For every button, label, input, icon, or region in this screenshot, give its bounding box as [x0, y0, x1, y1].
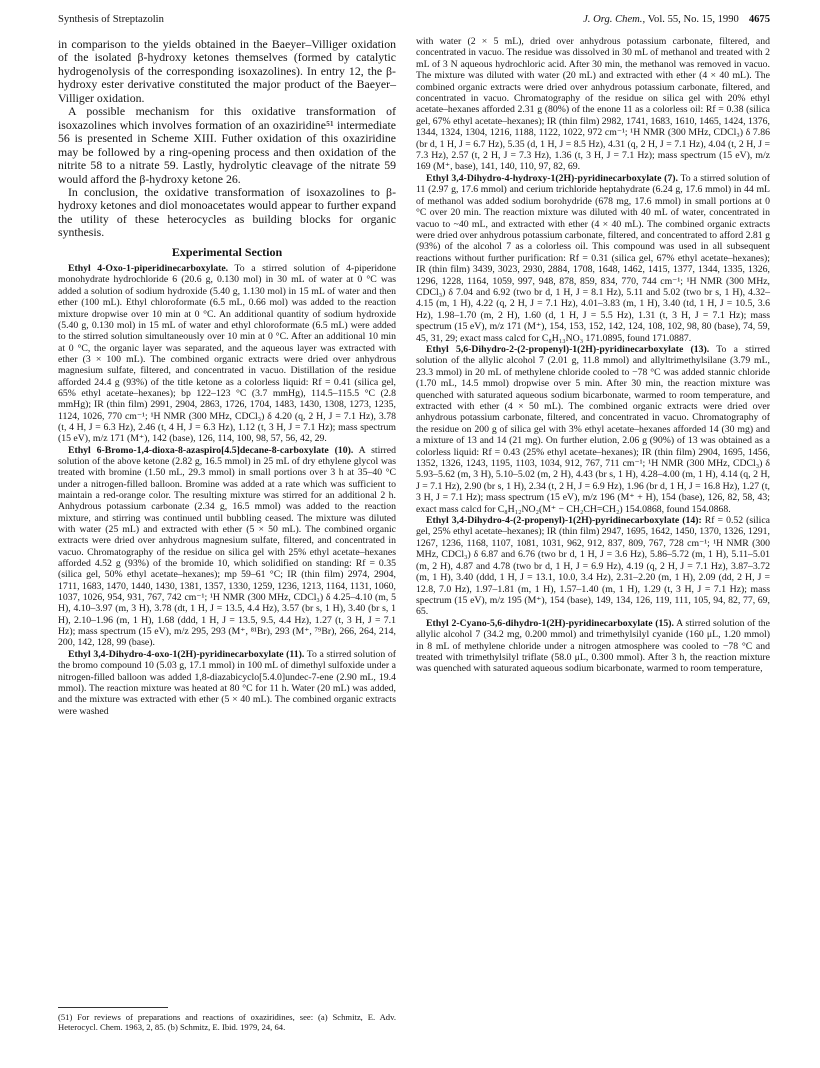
running-header	[58, 14, 770, 30]
entry-body: Rf = 0.52 (silica gel, 25% ethyl acetate–hexanes); IR (thin film) 2947, 1695, 1642, 1450, 1370, 1326, 1291, 1267, 1236, 1168, 1107, 1081, 1031, 962, 912, 837, 809, 767, 728 cm⁻¹; ¹H NMR (300 MHz, CDCl₃) δ 6.87 and 6.76 (two br d, 1 H, J = 3.6 Hz), 5.86–5.72 (m, 1 H), 5.11–5.01 (m, 2 H), 4.87 and 4.78 (two br d, 1 H, J = 6.9 Hz), 4.19 (q, 2 H, J = 7.1 Hz), 3.87–3.72 (m, 1 H), 3.40 (ddd, 1 H, J = 13.1, 10.0, 3.4 Hz), 2.31–2.20 (m, 1 H), 2.09 (dd, 2 H, J = 12.8, 7.0 Hz), 1.97–1.81 (m, 1 H), 1.57–1.40 (m, 1 H), 1.29 (t, 3 H, J = 7.1 Hz); mass spectrum (15 eV), m/z 195 (M⁺), 154 (base), 149, 134, 126, 119, 111, 105, 94, 82, 77, 69, 65.	[416, 515, 771, 618]
entry-title: Ethyl 5,6-Dihydro-2-(2-propenyl)-1(2H)-pyridinecarboxylate (13).	[426, 343, 710, 355]
running-title: Synthesis of Streptazolin	[58, 14, 164, 25]
entry-body: To a stirred solution of 4-piperidone monohydrate hydrochloride 6 (20.6 g, 0.130 mol) in 30 mL of water at 0 °C was added a solution of sodium hydroxide (5.40 g, 1.130 mol) in 15 mL of water and then ether (100 mL). Ethyl chloroformate (6.5 mL, 0.66 mol) was added to the reaction mixture dropwise over 10 min at 0 °C. An additional quantity of sodium hydroxide (5.40 g, 0.130 mol) in 15 mL of water and ethyl chloroformate (6.5 mL) were added to the stirred solution simultaneously over 10 min at 0 °C. After an additional 10 min at 0 °C, the organic layer was separated, and the aqueous layer was extracted with ether (3 × 100 mL). The combined organic extracts were dried over anhydrous magnesium sulfate, filtered, and concentrated in vacuo. Distillation of the residue afforded 24.4 g (93%) of the title ketone as a colorless liquid: Rf = 0.41 (silica gel, 65% ethyl acetate–hexanes); bp 122–123 °C (3.7 mmHg), 114.5–115.5 °C (2.8 mmHg); IR (thin film) 2991, 2904, 2863, 1726, 1704, 1483, 1430, 1308, 1273, 1235, 1124, 1026, 770 cm⁻¹; ¹H NMR (300 MHz, CDCl₃) δ 4.20 (q, 2 H, J = 7.1 Hz), 3.78 (t, 4 H, J = 6.3 Hz), 2.46 (t, 4 H, J = 6.3 Hz), 1.12 (t, 3 H, J = 7.1 Hz); mass spectrum (15 eV), m/z 171 (M⁺), 142 (base), 126, 114, 100, 98, 57, 56, 42, 29.	[58, 263, 397, 445]
entry-title: Ethyl 3,4-Dihydro-4-(2-propenyl)-1(2H)-pyridinecarboxylate (14):	[426, 515, 702, 527]
entry-body: To a stirred solution of the allylic alcohol 7 (2.01 g, 11.8 mmol) and allyltrimethylsilane (3.79 mL, 23.3 mmol) in 20 mL of methylene chloride cooled to −78 °C was added stannic chloride (1.70 mL, 14.5 mmol) dropwise over 5 min. After 30 min, the reaction mixture was quenched with saturated aqueous sodium bicarbonate, warmed to room temperature, and extracted with ether (4 × 50 mL). The combined organic extracts were dried over anhydrous potassium carbonate, filtered, and concentrated in vacuo. Chromatography of the residue on 200 g of silica gel with 3% ethyl acetate–hexanes afforded 14 (30 mg) and a mixture of 13 and 14 (21 mg). On further elution, 2.06 g (90%) of 13 was obtained as a colorless liquid: Rf = 0.43 (25% ethyl acetate–hexanes); IR (thin film) 2904, 1695, 1456, 1352, 1326, 1243, 1195, 1103, 1034, 912, 767, 711 cm⁻¹; ¹H NMR (300 MHz, CDCl₃) δ 5.93–5.62 (m, 3 H), 5.10–5.02 (m, 2 H), 4.43 (br s, 1 H), 4.28–4.00 (m, 1 H), 4.14 (q, 2 H, J = 7.1 Hz), 2.90 (br s, 1 H), 2.34 (t, 2 H, J = 6.9 Hz), 1.96 (br d, 1 H, J = 16.8 Hz), 1.27 (t, 3 H, J = 7.1 Hz); mass spectrum (15 eV), m/z 196 (M⁺ + H), 154 (base), 126, 82, 58, 43; exact mass calcd for C₈H₁₂NO₂(M⁺ − CH₂CH=CH₂) 154.0868, found 154.0868.	[416, 343, 770, 515]
entry-body: A stirred solution of the above ketone (2.82 g, 16.5 mmol) in 25 mL of dry ethylene glycol was treated with bromine (1.50 mL, 29.3 mmol) in small portions over 3 h at 35–40 °C under a nitrogen-filled balloon. Bromine was added at a rate which was sufficient to maintain a red-orange color. The resulting mixture was stirred for an additional 2 h. Anhydrous potassium carbonate (2.34 g, 16.5 mmol) was added to the reaction mixture, and stirring was continued until bubbling ceased. The mixture was diluted with water (25 mL) and extracted with ether (5 × 50 mL). The combined organic extracts were dried over anhydrous magnesium sulfate, filtered, and concentrated in vacuo. Chromatography of the residue on silica gel with 25% ethyl acetate–hexanes afforded 4.52 g (93%) of the bromide 10, which solidified on standing: Rf = 0.35 (silica gel, 50% ethyl acetate–hexanes); mp 59–61 °C; IR (thin film) 2974, 2904, 1711, 1683, 1470, 1440, 1430, 1381, 1357, 1330, 1259, 1236, 1213, 1164, 1131, 1060, 1037, 1026, 954, 931, 767, 742 cm⁻¹; ¹H NMR (300 MHz, CDCl₃) δ 4.25–4.10 (m, 5 H), 4.10–3.97 (m, 3 H), 3.78 (dt, 1 H, J = 13.5, 4.4 Hz), 3.57 (br s, 1 H), 3.40 (br s, 1 H), 2.10–1.96 (m, 1 H), 1.68 (ddd, 1 H, J = 13.5, 9.5, 4.4 Hz), 1.27 (t, 3 H, J = 7.1 Hz); mass spectrum (15 eV), m/z 295, 293 (M⁺, ⁸¹Br), 293 (M⁺, ⁷⁹Br), 266, 264, 214, 200, 142, 128, 99 (base).	[58, 444, 396, 649]
entry-body: To a stirred solution of 11 (2.97 g, 17.6 mmol) and cerium trichloride heptahydrate (6.24 g, 17.6 mmol) in 44 mL of methanol was added sodium borohydride (678 mg, 17.6 mmol) in small portions at 0 °C over 20 min. The reaction mixture was diluted with 40 mL of water, concentrated in vacuo to ~40 mL, and extracted with ether (4 × 40 mL). The combined organic extracts were dried over anhydrous potassium carbonate, filtered, and concentrated to afford 2.81 g (93%) of the alcohol 7 as a colorless oil. This compound was used in all subsequent reactions without further purification: Rf = 0.31 (silica gel, 67% ethyl acetate–hexanes); IR (thin film) 3439, 3023, 2930, 2884, 1708, 1648, 1462, 1415, 1377, 1344, 1335, 1326, 1296, 1228, 1164, 1059, 997, 948, 878, 859, 834, 770, 744 cm⁻¹; ¹H NMR (300 MHz, CDCl₃) δ 7.04 and 6.92 (two br d, 1 H, J = 8.1 Hz), 5.11 and 5.02 (two br s, 1 H), 4.32–4.15 (m, 1 H), 4.22 (q, 2 H, J = 7.1 Hz), 4.01–3.83 (m, 1 H), 3.40 (td, 1 H, J = 10.5, 3.6 Hz), 1.98–1.70 (m, 2 H), 1.60 (d, 1 H, J = 5.5 Hz), 1.31 (t, 3 H, J = 7.1 Hz); mass spectrum (15 eV), m/z 171 (M⁺), 154, 153, 152, 142, 124, 108, 102, 98, 80 (base), 74, 59, 45, 31, 29; exact mass calcd for C₈H₁₃NO₃ 171.0895, found 171.0887.	[416, 172, 770, 344]
entry-title: Ethyl 3,4-Dihydro-4-hydroxy-1(2H)-pyridinecarboxylate (7).	[426, 172, 678, 184]
page-number: 4675	[748, 14, 770, 25]
experimental-entry-7	[416, 618, 770, 675]
experimental-entry-6	[416, 515, 770, 618]
left-column	[58, 38, 396, 717]
experimental-entry-3	[58, 649, 396, 717]
intro-paragraph-3: In conclusion, the oxidative transformation of isoxazolines to β-hydroxy ketones and diol monoacetates would appear to further expand the utility of these heterocycles as building blocks for organic synthesis.	[58, 184, 396, 240]
entry-body: A stirred solution of the allylic alcohol 7 (34.2 mg, 0.200 mmol) and trimethylsilyl cyanide (160 μL, 1.20 mmol) in 8 mL of methylene chloride under a nitrogen atmosphere was cooled to −78 °C and treated with trimethylsilyl triflate (58.0 μL, 0.300 mmol). After 3 h, the reaction mixture was quenched with saturated aqueous sodium bicarbonate, warmed to room temperature,	[416, 617, 770, 675]
experimental-entry-5	[416, 344, 770, 515]
experimental-entry-4	[416, 173, 770, 344]
entry-title: Ethyl 4-Oxo-1-piperidinecarboxylate.	[68, 263, 229, 275]
entry-body: To a stirred solution of the bromo compound 10 (5.03 g, 17.1 mmol) in 100 mL of dimethyl sulfoxide under a nitrogen-filled balloon was added 1,8-diazabicyclo[5.4.0]undec-7-ene (2.90 mL, 19.4 mmol). The reaction mixture was heated at 80 °C for 11 h. Water (20 mL) was added, and the mixture was extracted with ether (5 × 40 mL). The combined organic extracts were washed	[58, 648, 396, 717]
intro-paragraph-1: in comparison to the yields obtained in the Baeyer–Villiger oxidation of the isolated β-hydroxy ketones themselves (formed by catalytic hydrogenolysis of the corresponding isoxazolines). In entry 12, the β-hydroxy ester derivative constituted the major product of the Baeyer–Villiger oxidation.	[58, 37, 396, 105]
journal-citation	[583, 14, 770, 25]
journal-volume: Vol. 55, No. 15, 1990	[647, 14, 739, 25]
section-title: Experimental Section	[171, 244, 283, 259]
footnote: (51) For reviews of preparations and reactions of oxaziridines, see: (a) Schmitz, E. Adv. Heterocycl. Chem. 1963, 2, 85. (b) Schmitz, E. Ibid. 1979, 24, 64.	[58, 1012, 396, 1033]
entry-title: Ethyl 6-Bromo-1,4-dioxa-8-azaspiro[4.5]decane-8-carboxylate (10).	[68, 444, 354, 456]
right-column	[416, 36, 770, 675]
journal-name: J. Org. Chem.,	[583, 14, 646, 25]
footnote-divider	[58, 1007, 168, 1008]
intro-paragraph-2: A possible mechanism for this oxidative transformation of isoxazolines which involves formation of an oxaziridine⁵¹ intermediate 56 is presented in Scheme XIII. Futher oxidation of this oxaziridine may be followed by a ring-opening process and then oxidation of the nitrite 58 to a nitrate 59. Lastly, hydrolytic cleavage of the nitrate 59 would afford the β-hydroxy ketone 26.	[58, 104, 396, 186]
entry-title: Ethyl 3,4-Dihydro-4-oxo-1(2H)-pyridinecarboxylate (11).	[68, 648, 305, 660]
experimental-entry-2	[58, 445, 396, 649]
continued-paragraph: with water (2 × 5 mL), dried over anhydrous potassium carbonate, filtered, and concentrated in vacuo. The residue was dissolved in 30 mL of methanol and treated with 2 mL of 3 N aqueous hydrochloric acid. After 30 min, the methanol was removed in vacuo. The mixture was diluted with water (20 mL) and extracted with ether (4 × 40 mL). The combined organic extracts were dried over anhydrous potassium carbonate, filtered, and concentrated in vacuo. Chromatography of the residue on silica gel with 20% ethyl acetate–hexanes afforded 2.31 g (80%) of the enone 11 as a colorless oil: Rf = 0.38 (silica gel, 67% ethyl acetate–hexanes); IR (thin film) 2982, 1741, 1683, 1610, 1465, 1424, 1376, 1344, 1324, 1304, 1216, 1188, 1122, 1022, 972 cm⁻¹; ¹H NMR (300 MHz, CDCl₃) δ 7.86 (br d, 1 H, J = 6.7 Hz), 5.35 (d, 1 H, J = 8.5 Hz), 4.31 (q, 2 H, J = 7.1 Hz), 4.04 (t, 2 H, J = 7.3 Hz), 2.57 (t, 2 H, J = 7.3 Hz), 1.36 (t, 3 H, J = 7.1 Hz); mass spectrum (15 eV), m/z 169 (M⁺, base), 141, 140, 110, 97, 82, 69.	[416, 36, 770, 173]
experimental-entry-1	[58, 263, 396, 445]
entry-title: Ethyl 2-Cyano-5,6-dihydro-1(2H)-pyridinecarboxylate (15).	[426, 617, 674, 629]
